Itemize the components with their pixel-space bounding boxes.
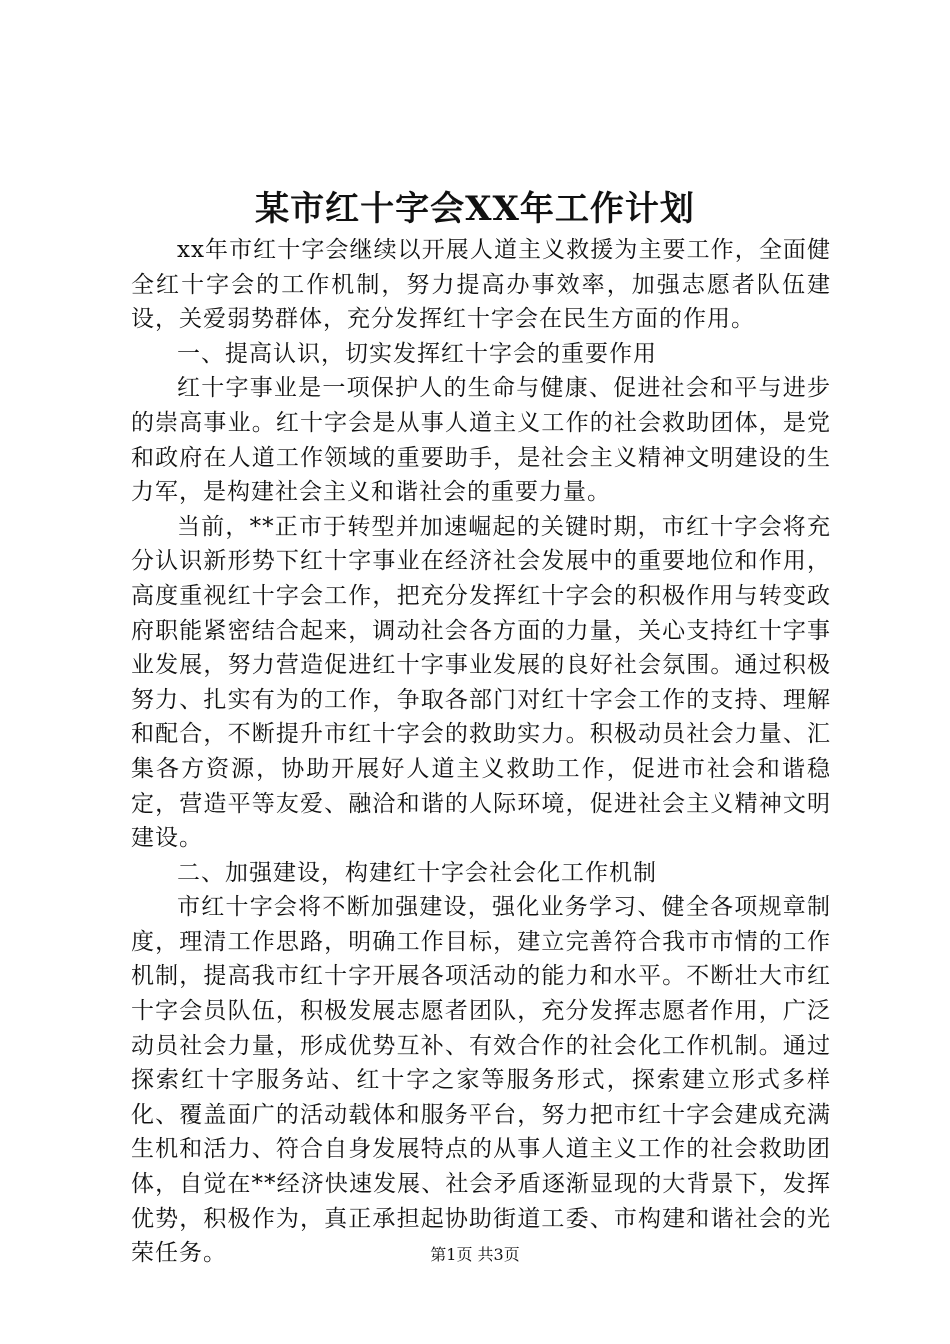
page-number-footer: 第1页 共3页 bbox=[430, 1245, 520, 1264]
paragraph-1: 红十字事业是一项保护人的生命与健康、促进社会和平与进步的崇高事业。红十字会是从事人道主义工作的社会救助团体，是党和政府在人道工作领域的重要助手，是社会主义精神文明建设的生力军，是构建社会主义和谐社会的重要力量。 bbox=[131, 375, 831, 506]
paragraph-3: 市红十字会将不断加强建设，强化业务学习、健全各项规章制度，理清工作思路，明确工作目标，建立完善符合我市市情的工作机制，提高我市红十字开展各项活动的能力和水平。不断壮大市红十字会员队伍，积极发展志愿者团队，充分发挥志愿者作用，广泛动员社会力量，形成优势互补、有效合作的社会化工作机制。通过探索红十字服务站、红十字之家等服务形式，探索建立形式多样化、覆盖面广的活动载体和服务平台，努力把市红十字会建成充满生机和活力、符合自身发展特点的从事人道主义工作的社会救助团体，自觉在**经济快速发展、社会矛盾逐渐显现的大背景下，发挥优势，积极作为，真正承担起协助街道工委、市构建和谐社会的光荣任务。 bbox=[131, 894, 831, 1267]
section-heading-2: 二、加强建设，构建红十字会社会化工作机制 bbox=[177, 859, 657, 886]
paragraph-2: 当前，**正市于转型并加速崛起的关键时期，市红十字会将充分认识新形势下红十字事业在经济社会发展中的重要地位和作用，高度重视红十字会工作，把充分发挥红十字会的积极作用与转变政府职能紧密结合起来，调动社会各方面的力量，关心支持红十字事业发展，努力营造促进红十字事业发展的良好社会氛围。通过积极努力、扎实有为的工作，争取各部门对红十字会工作的支持、理解和配合，不断提升市红十字会的救助实力。积极动员社会力量、汇集各方资源，协助开展好人道主义救助工作，促进市社会和谐稳定，营造平等友爱、融洽和谐的人际环境，促进社会主义精神文明建设。 bbox=[131, 513, 831, 852]
document-title: 某市红十字会XX年工作计划 bbox=[255, 189, 695, 229]
document-body bbox=[131, 233, 831, 1271]
intro-paragraph: xx年市红十字会继续以开展人道主义救援为主要工作，全面健全红十字会的工作机制，努力提高办事效率，加强志愿者队伍建设，关爱弱势群体，充分发挥红十字会在民生方面的作用。 bbox=[131, 237, 831, 333]
section-heading-1: 一、提高认识，切实发挥红十字会的重要作用 bbox=[177, 340, 657, 367]
